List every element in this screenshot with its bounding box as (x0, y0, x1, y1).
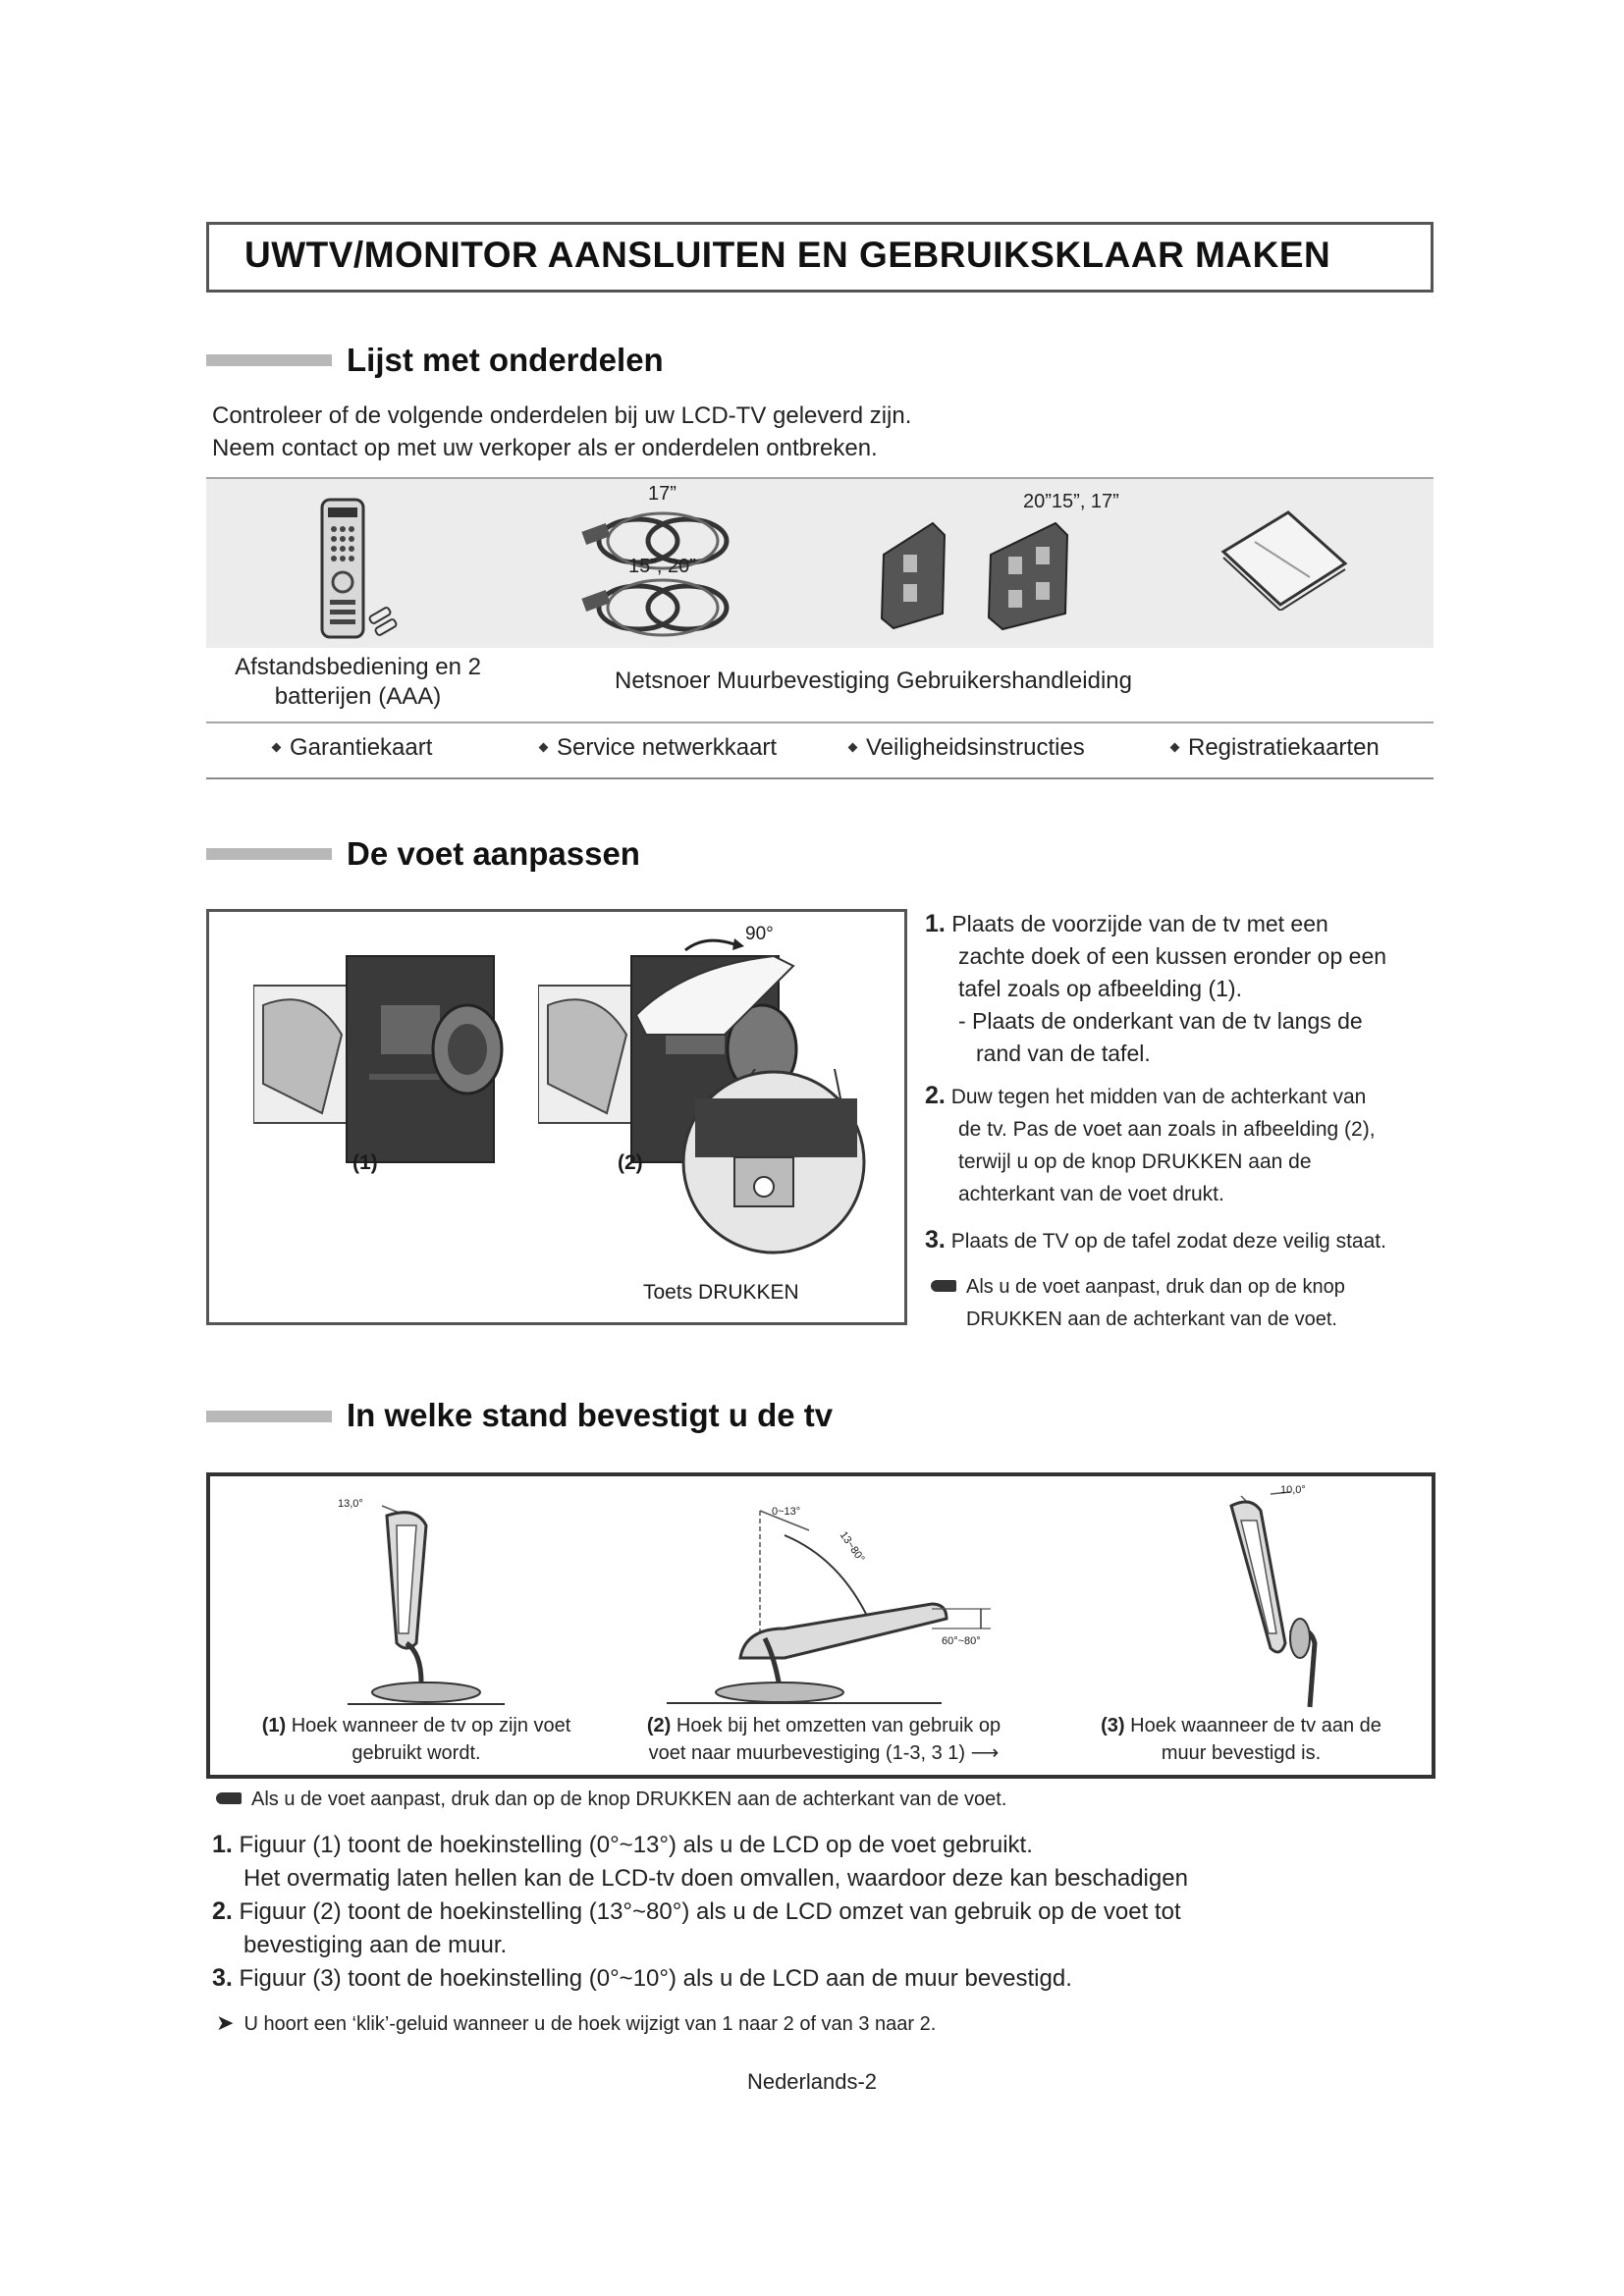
paragraph-number-1: 1. (212, 1831, 233, 1858)
step-2-line-4: achterkant van de voet drukt. (958, 1183, 1224, 1205)
angle-label-fig-1: 13,0° (338, 1498, 363, 1510)
voet-note-line-2: DRUKKEN aan de achterkant van de voet. (966, 1308, 1337, 1330)
bullet-diamond-icon (848, 743, 858, 753)
step-1-line-5: rand van de tafel. (976, 1041, 1151, 1066)
parts-divider-2 (206, 777, 1434, 779)
step-2-line-1 (925, 1080, 1376, 1113)
step-1-line-4: - Plaats de onderkant van de tv langs de (958, 1008, 1363, 1034)
angle-label-90: 90° (745, 924, 774, 944)
paragraph-1 (212, 1828, 1188, 1896)
cord-label-15-20: 15”, 20” (628, 556, 696, 577)
caption-fig-2-text: Hoek bij het omzetten van gebruik op (676, 1715, 1001, 1736)
step-1-line-2: zachte doek of een kussen eronder op een (958, 943, 1387, 969)
step-2-line-3: terwijl u op de knop DRUKKEN aan de (958, 1150, 1312, 1173)
tv-on-stand-illustration (328, 1496, 524, 1712)
figure-label-2: (2) (618, 1151, 643, 1174)
angle-label-fig-2c: 60°~80° (942, 1635, 981, 1647)
caption-fig-2 (627, 1712, 1020, 1767)
bullet-diamond-icon (272, 743, 282, 753)
paragraph-1-line-2: Het overmatig laten hellen kan de LCD-tv doen omvallen, waardoor deze kan beschadigen (244, 1865, 1188, 1892)
caption-fig-3 (1074, 1712, 1408, 1767)
paragraph-number-3: 3. (212, 1964, 233, 1992)
voet-step-2 (925, 1080, 1376, 1210)
caption-fig-3-line-1 (1074, 1712, 1408, 1739)
step-1-line-1 (925, 908, 1386, 940)
voet-note (931, 1271, 1345, 1336)
voet-steps (925, 908, 1386, 1070)
push-button-label: Toets DRUKKEN (643, 1281, 799, 1304)
angle-label-fig-2a: 0~13° (772, 1506, 801, 1518)
paragraph-1-text: Figuur (1) toont de hoekinstelling (0°~13°) als u de LCD op de voet gebruikt. (239, 1832, 1033, 1858)
caption-fig-3-number: (3) (1101, 1715, 1125, 1736)
title-box (206, 222, 1434, 293)
cord-label-17: 17” (648, 483, 677, 505)
tv-wall-mount-illustration (1192, 1486, 1388, 1712)
bullet-service-netwerkkaart (540, 734, 777, 762)
caption-fig-1-line-1 (240, 1712, 593, 1739)
parts-divider-1 (206, 721, 1434, 723)
section-heading-stand: In welke stand bevestigt u de tv (347, 1397, 834, 1433)
section-heading-voet: De voet aanpassen (347, 835, 640, 872)
wall-bracket-icon-1 (864, 515, 962, 633)
step-number-2: 2. (925, 1082, 946, 1109)
bullet-garantiekaart (273, 734, 432, 762)
section-bar-stand (206, 1411, 332, 1422)
paragraph-number-2: 2. (212, 1897, 233, 1925)
step-number-3: 3. (925, 1226, 946, 1254)
caption-fig-1-number: (1) (261, 1715, 287, 1736)
caption-fig-2-number: (2) (646, 1715, 672, 1736)
mounting-angle-illustration (206, 1472, 1435, 1779)
paragraph-2-line-1 (212, 1895, 1181, 1929)
paragraph-3-text: Figuur (3) toont de hoekinstelling (0°~10°) als u de LCD aan de muur bevestigd. (239, 1965, 1072, 1992)
bullet-veiligheidsinstructies (849, 734, 1085, 762)
click-sound-note (216, 2010, 936, 2036)
caption-other-parts: Netsnoer Muurbevestiging Gebruikershandleiding (615, 667, 1132, 694)
click-sound-note-text: U hoort een ‘klik’-geluid wanneer u de hoek wijzigt van 1 naar 2 of van 3 naar 2. (244, 2013, 937, 2035)
page-title: UWTV/MONITOR AANSLUITEN EN GEBRUIKSKLAAR MAKEN (244, 235, 1331, 275)
figure-label-1: (1) (352, 1151, 378, 1174)
parts-intro-line-1: Controleer of de volgende onderdelen bij uw LCD-TV geleverd zijn. (212, 402, 912, 429)
bullet-diamond-icon (539, 743, 549, 753)
angle-label-fig-2b: 13~80° (837, 1529, 867, 1565)
voet-note-text: Als u de voet aanpast, druk dan op de knop (966, 1276, 1345, 1298)
bullet-text: Garantiekaart (290, 734, 433, 761)
bullet-text: Registratiekaarten (1188, 734, 1380, 761)
bullet-diamond-icon (1170, 743, 1180, 753)
wall-bracket-icon-2 (977, 515, 1085, 633)
caption-fig-2-line-2 (627, 1739, 1020, 1767)
step-1-line-3: tafel zoals op afbeelding (1). (958, 976, 1242, 1001)
caption-fig-3-line-2: muur bevestigd is. (1161, 1742, 1322, 1764)
caption-fig-3-text: Hoek waanneer de tv aan de (1130, 1715, 1381, 1736)
step-number-1: 1. (925, 910, 946, 937)
voet-note-line-1 (931, 1271, 1345, 1304)
paragraph-2-text: Figuur (2) toont de hoekinstelling (13°~80°) als u de LCD omzet van gebruik op de voet tot (239, 1898, 1181, 1925)
caption-fig-2-line-1 (627, 1712, 1020, 1739)
step-1-text: Plaats de voorzijde van de tv met een (951, 911, 1328, 936)
arrow-right-icon: ⟶ (965, 1742, 1000, 1764)
tv-face-down-illustration-1 (253, 946, 509, 1172)
stand-note (216, 1789, 1006, 1811)
section-bar-parts (206, 354, 332, 366)
angle-label-fig-3: 10,0° (1280, 1484, 1306, 1496)
page-footer: Nederlands-2 (746, 2069, 878, 2094)
voet-step-3 (925, 1224, 1386, 1257)
step-2-line-2: de tv. Pas de voet aan zoals in afbeelding (2), (958, 1118, 1376, 1141)
caption-remote (228, 653, 488, 712)
pointing-hand-icon (931, 1280, 956, 1292)
caption-remote-line-1: Afstandsbediening en 2 (235, 654, 481, 680)
paragraph-1-line-1 (212, 1828, 1188, 1862)
bracket-size-label: 20”15”, 17” (1023, 491, 1119, 512)
bullet-registratiekaarten (1171, 734, 1380, 762)
stand-note-text: Als u de voet aanpast, druk dan op de knop DRUKKEN aan de achterkant van de voet. (251, 1789, 1007, 1810)
paragraph-3 (212, 1961, 1072, 1996)
bullet-text: Service netwerkkaart (557, 734, 778, 761)
step-2-text: Duw tegen het midden van de achterkant van (950, 1086, 1367, 1108)
caption-fig-1-line-2: gebruikt wordt. (352, 1742, 481, 1764)
paragraph-2-line-2: bevestiging aan de muur. (244, 1932, 508, 1958)
caption-fig-1 (240, 1712, 593, 1767)
caption-fig-1-text: Hoek wanneer de tv op zijn voet (291, 1715, 571, 1736)
power-cord-icon-15-20 (569, 574, 756, 643)
remote-control-icon (295, 496, 403, 643)
paragraph-2 (212, 1895, 1181, 1962)
caption-fig-2-text-2: voet naar muurbevestiging (1-3, 3 1) (648, 1742, 966, 1764)
tv-tilting-illustration (647, 1491, 1001, 1717)
user-manual-icon (1216, 503, 1353, 611)
pointing-hand-icon (216, 1792, 242, 1804)
stand-adjust-illustration (206, 909, 907, 1325)
parts-intro-line-2: Neem contact op met uw verkoper als er onderdelen ontbreken. (212, 435, 878, 461)
push-button-zoom-illustration (676, 1069, 872, 1255)
step-3-text: Plaats de TV op de tafel zodat deze veilig staat. (950, 1230, 1386, 1253)
bullet-text: Veiligheidsinstructies (866, 734, 1085, 761)
arrowhead-icon: ➤ (216, 2010, 235, 2035)
caption-remote-line-2: batterijen (AAA) (274, 683, 442, 710)
section-bar-voet (206, 848, 332, 860)
section-heading-parts: Lijst met onderdelen (347, 342, 664, 378)
